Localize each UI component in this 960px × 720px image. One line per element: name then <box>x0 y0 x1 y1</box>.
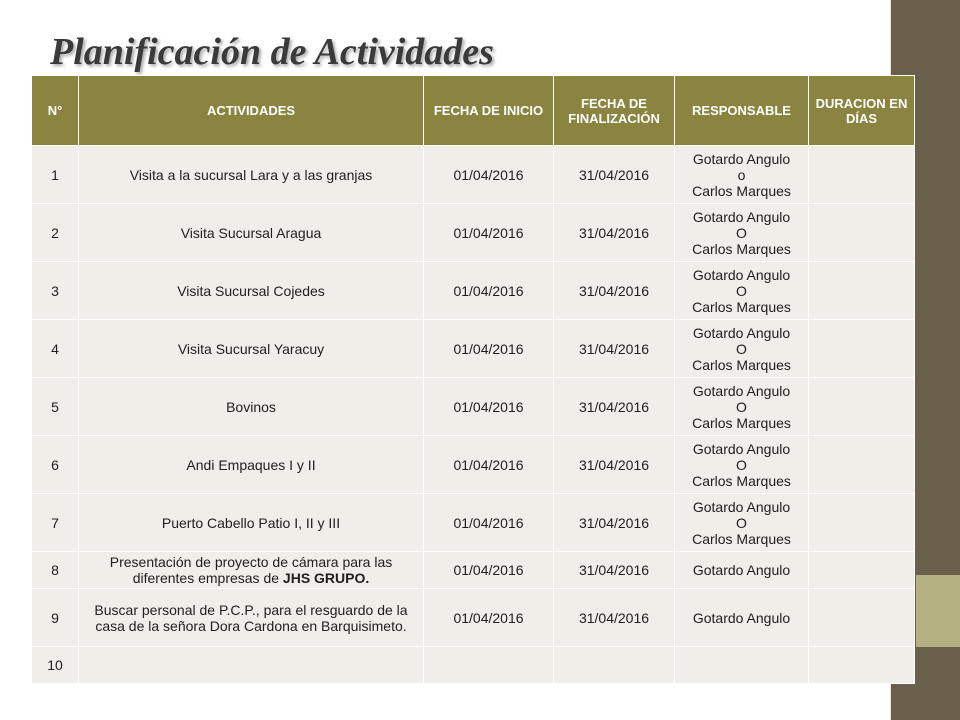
cell-activity: Visita Sucursal Yaracuy <box>79 320 424 378</box>
cell-activity: Puerto Cabello Patio I, II y III <box>79 494 424 552</box>
cell-end-date: 31/04/2016 <box>554 378 675 436</box>
responsible-secondary: Carlos Marques <box>692 530 791 547</box>
responsible-secondary: Carlos Marques <box>692 182 791 199</box>
header-start-date: FECHA DE INICIO <box>424 76 554 146</box>
cell-duration <box>809 262 915 320</box>
cell-number: 1 <box>32 146 79 204</box>
cell-start-date: 01/04/2016 <box>424 262 554 320</box>
cell-number: 2 <box>32 204 79 262</box>
cell-start-date: 01/04/2016 <box>424 378 554 436</box>
cell-duration <box>809 204 915 262</box>
cell-activity <box>79 647 424 684</box>
cell-end-date: 31/04/2016 <box>554 320 675 378</box>
cell-duration <box>809 589 915 647</box>
cell-duration <box>809 436 915 494</box>
cell-duration <box>809 378 915 436</box>
table-row <box>32 146 915 204</box>
activity-text: Presentación de proyecto de cámara para las diferentes empresas de <box>109 554 393 586</box>
cell-duration <box>809 647 915 684</box>
company-name: JHS GRUPO. <box>282 570 370 586</box>
cell-start-date: 01/04/2016 <box>424 320 554 378</box>
cell-activity: Visita Sucursal Aragua <box>79 204 424 262</box>
responsible-primary: Gotardo Angulo <box>692 382 791 399</box>
responsible-separator: O <box>736 282 747 299</box>
cell-number: 10 <box>32 647 79 684</box>
cell-end-date: 31/04/2016 <box>554 552 675 589</box>
responsible-separator: O <box>736 340 747 357</box>
table-row <box>32 647 915 684</box>
cell-start-date: 01/04/2016 <box>424 146 554 204</box>
cell-duration <box>809 552 915 589</box>
cell-duration <box>809 146 915 204</box>
responsible-separator: o <box>737 166 746 183</box>
cell-start-date: 01/04/2016 <box>424 436 554 494</box>
responsible-separator: O <box>736 398 747 415</box>
cell-number: 7 <box>32 494 79 552</box>
responsible-separator: O <box>736 456 747 473</box>
cell-number: 3 <box>32 262 79 320</box>
header-responsible: RESPONSABLE <box>675 76 809 146</box>
cell-end-date: 31/04/2016 <box>554 146 675 204</box>
responsible-secondary: Carlos Marques <box>692 414 791 431</box>
cell-responsible: Gotardo Angulo <box>675 589 809 647</box>
table-row <box>32 552 915 589</box>
responsible-separator: O <box>736 224 747 241</box>
table-row <box>32 320 915 378</box>
responsible-secondary: Carlos Marques <box>692 240 791 257</box>
responsible-primary: Gotardo Angulo <box>692 208 791 225</box>
cell-responsible <box>675 494 809 552</box>
table-row <box>32 378 915 436</box>
cell-responsible: Gotardo Angulo <box>675 552 809 589</box>
cell-number: 6 <box>32 436 79 494</box>
cell-responsible <box>675 204 809 262</box>
cell-start-date: 01/04/2016 <box>424 589 554 647</box>
cell-number: 8 <box>32 552 79 589</box>
cell-duration <box>809 494 915 552</box>
cell-end-date: 31/04/2016 <box>554 436 675 494</box>
table-row <box>32 262 915 320</box>
cell-responsible <box>675 378 809 436</box>
header-number: N° <box>32 76 79 146</box>
responsible-secondary: Carlos Marques <box>692 298 791 315</box>
cell-end-date: 31/04/2016 <box>554 262 675 320</box>
cell-start-date: 01/04/2016 <box>424 494 554 552</box>
cell-number: 9 <box>32 589 79 647</box>
responsible-primary: Gotardo Angulo <box>692 150 791 167</box>
page-title: Planificación de Actividades <box>50 31 494 73</box>
responsible-primary: Gotardo Angulo <box>692 266 791 283</box>
cell-activity: Buscar personal de P.C.P., para el resguardo de la casa de la señora Dora Cardona en Barquisimeto. <box>79 589 424 647</box>
cell-end-date: 31/04/2016 <box>554 494 675 552</box>
responsible-primary: Gotardo Angulo <box>692 440 791 457</box>
header-end-date: FECHA DE FINALIZACIÓN <box>554 76 675 146</box>
responsible-secondary: Carlos Marques <box>692 356 791 373</box>
responsible-secondary: Carlos Marques <box>692 472 791 489</box>
cell-activity: Visita Sucursal Cojedes <box>79 262 424 320</box>
table-row <box>32 436 915 494</box>
cell-end-date: 31/04/2016 <box>554 204 675 262</box>
cell-responsible <box>675 146 809 204</box>
cell-responsible <box>675 262 809 320</box>
cell-responsible <box>675 320 809 378</box>
cell-activity: Bovinos <box>79 378 424 436</box>
activities-table <box>31 75 915 684</box>
table-row <box>32 589 915 647</box>
cell-end-date: 31/04/2016 <box>554 589 675 647</box>
cell-activity: Visita a la sucursal Lara y a las granjas <box>79 146 424 204</box>
header-activities: ACTIVIDADES <box>79 76 424 146</box>
cell-number: 4 <box>32 320 79 378</box>
cell-duration <box>809 320 915 378</box>
cell-activity: Andi Empaques I y II <box>79 436 424 494</box>
cell-start-date <box>424 647 554 684</box>
cell-responsible <box>675 647 809 684</box>
responsible-separator: O <box>736 514 747 531</box>
cell-responsible <box>675 436 809 494</box>
cell-number: 5 <box>32 378 79 436</box>
responsible-primary: Gotardo Angulo <box>692 324 791 341</box>
table-row <box>32 204 915 262</box>
side-accent-block <box>916 575 960 647</box>
table-header-row <box>32 76 915 146</box>
responsible-primary: Gotardo Angulo <box>692 498 791 515</box>
cell-start-date: 01/04/2016 <box>424 552 554 589</box>
cell-activity <box>79 552 424 589</box>
table-row <box>32 494 915 552</box>
cell-end-date <box>554 647 675 684</box>
header-duration: DURACION EN DÍAS <box>809 76 915 146</box>
cell-start-date: 01/04/2016 <box>424 204 554 262</box>
